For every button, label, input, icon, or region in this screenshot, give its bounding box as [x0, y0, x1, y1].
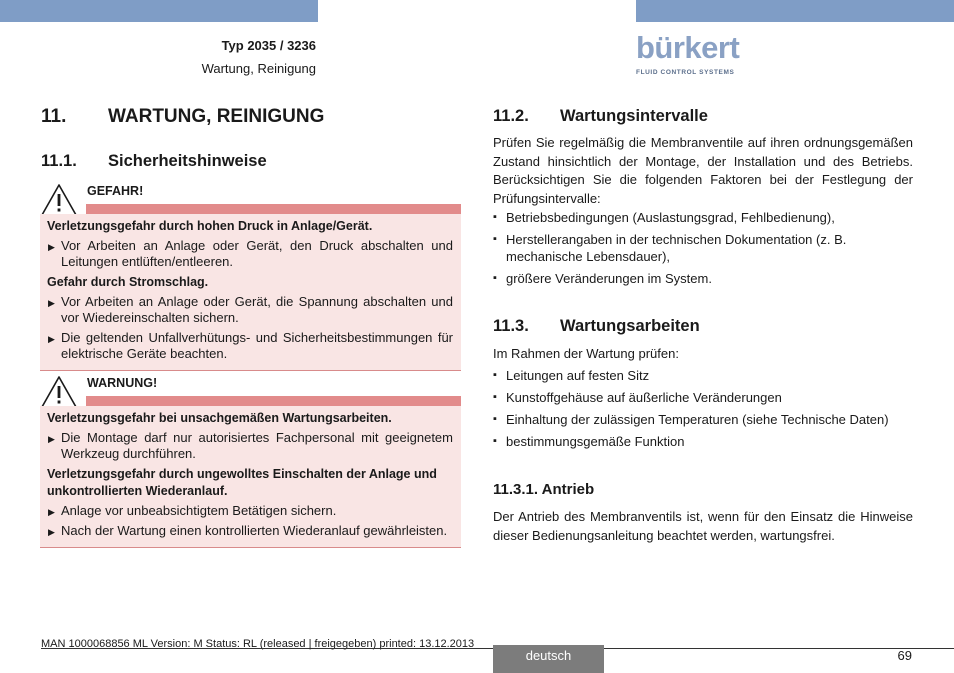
bullet-icon: ▪	[493, 211, 497, 223]
burkert-logo	[636, 30, 740, 80]
warning-stripe	[86, 396, 461, 406]
list-item: ▪ Betriebsbedingungen (Auslastungsgrad, Fehlbedienung),	[493, 210, 835, 225]
section-title: Sicherheitshinweise	[108, 152, 267, 170]
bullet-icon: ▪	[493, 233, 497, 245]
intervals-list	[493, 209, 913, 292]
bullet-icon: ▪	[493, 435, 497, 447]
bullet-icon: ▪	[493, 369, 497, 381]
arrow-right-icon: ▶	[48, 334, 55, 344]
danger-box	[40, 214, 461, 371]
warning-instruction: ▶ Nach der Wartung einen kontrollierten Wiederanlauf gewährleisten.	[48, 523, 448, 538]
warning-heading-restart: Verletzungsgefahr durch ungewolltes Einschalten der Anlage und unkontrollierten Wiederanlauf.	[47, 467, 437, 498]
section-number: 11.2.	[493, 107, 529, 125]
header-bar-right	[636, 0, 954, 22]
list-item: ▪ Leitungen auf festen Sitz	[493, 368, 650, 383]
work-list	[493, 367, 913, 455]
arrow-right-icon: ▶	[48, 527, 55, 537]
arrow-right-icon: ▶	[48, 507, 55, 517]
list-item: ▪ Herstellerangaben in der technischen Dokumentation (z. B. mechanische Lebensdauer),	[493, 232, 847, 264]
section-number: 11.1.	[41, 152, 77, 170]
header-bar-left	[0, 0, 318, 22]
doc-subtitle: Wartung, Reinigung	[201, 61, 316, 76]
chapter-heading	[41, 106, 324, 128]
bullet-icon: ▪	[493, 391, 497, 403]
list-item: ▪ Einhaltung der zulässigen Temperaturen (siehe Technische Daten)	[493, 412, 889, 427]
danger-label: GEFAHR!	[87, 184, 144, 198]
document-meta: MAN 1000068856 ML Version: M Status: RL (released | freigegeben) printed: 13.12.2013	[41, 638, 475, 650]
section-heading-work	[493, 317, 700, 336]
bullet-icon: ▪	[493, 413, 497, 425]
page-number: 69	[897, 648, 912, 663]
warning-box	[40, 406, 461, 548]
logo-tagline: FLUID CONTROL SYSTEMS	[636, 69, 735, 76]
drive-paragraph: Der Antrieb des Membranventils ist, wenn für den Einsatz die Hinweise dieser Bedienungsanleitung beachtet werden, wartungsfrei.	[493, 509, 913, 543]
warning-heading-maintenance: Verletzungsgefahr bei unsachgemäßen Wartungsarbeiten.	[47, 411, 392, 425]
logo-word: bürkert	[636, 30, 740, 65]
intervals-paragraph: Prüfen Sie regelmäßig die Membranventile auf ihren ordnungsgemäßen Zustand hinsichtlich der Montage, der Installation und des Betriebs. Berücksichtigen Sie die folgenden Faktoren bei der Festlegung der Prüfungsintervalle:	[493, 135, 913, 206]
arrow-right-icon: ▶	[48, 434, 55, 444]
language-tab: deutsch	[493, 645, 604, 673]
danger-instruction: ▶ Vor Arbeiten an Anlage oder Gerät, die Spannung abschalten und vor Wiedereinschalten sichern.	[48, 294, 453, 325]
section-heading-intervals	[493, 107, 708, 126]
section-title: Wartungsintervalle	[560, 107, 708, 125]
bullet-icon: ▪	[493, 272, 497, 284]
warning-label: WARNUNG!	[87, 376, 158, 390]
danger-instruction: ▶ Die geltenden Unfallverhütungs- und Sicherheitsbestimmungen für elektrische Geräte beachten.	[48, 330, 453, 361]
arrow-right-icon: ▶	[48, 298, 55, 308]
arrow-right-icon: ▶	[48, 242, 55, 252]
warning-triangle-icon	[40, 375, 78, 409]
section-title: Wartungsarbeiten	[560, 317, 700, 335]
chapter-number: 11.	[41, 106, 67, 127]
warning-instruction: ▶ Die Montage darf nur autorisiertes Fachpersonal mit geeignetem Werkzeug durchführen.	[48, 430, 453, 461]
chapter-title: WARTUNG, REINIGUNG	[108, 106, 325, 127]
list-item: ▪ Kunstoffgehäuse auf äußerliche Veränderungen	[493, 390, 782, 405]
list-item: ▪ bestimmungsgemäße Funktion	[493, 434, 685, 449]
doc-type-title: Typ 2035 / 3236	[221, 38, 316, 53]
warning-triangle-icon	[40, 183, 78, 217]
danger-heading-pressure: Verletzungsgefahr durch hohen Druck in Anlage/Gerät.	[47, 219, 373, 233]
danger-heading-electric: Gefahr durch Stromschlag.	[47, 275, 209, 289]
warning-instruction: ▶ Anlage vor unbeabsichtigtem Betätigen sichern.	[48, 503, 337, 518]
subsection-heading-drive: 11.3.1. Antrieb	[493, 481, 595, 498]
danger-stripe	[86, 204, 461, 214]
section-heading-safety	[41, 152, 267, 171]
section-number: 11.3.	[493, 317, 529, 335]
work-intro: Im Rahmen der Wartung prüfen:	[493, 346, 679, 361]
list-item: ▪ größere Veränderungen im System.	[493, 271, 712, 286]
danger-instruction: ▶ Vor Arbeiten an Anlage oder Gerät, den Druck abschalten und Leitungen entlüften/entleeren.	[48, 238, 453, 269]
